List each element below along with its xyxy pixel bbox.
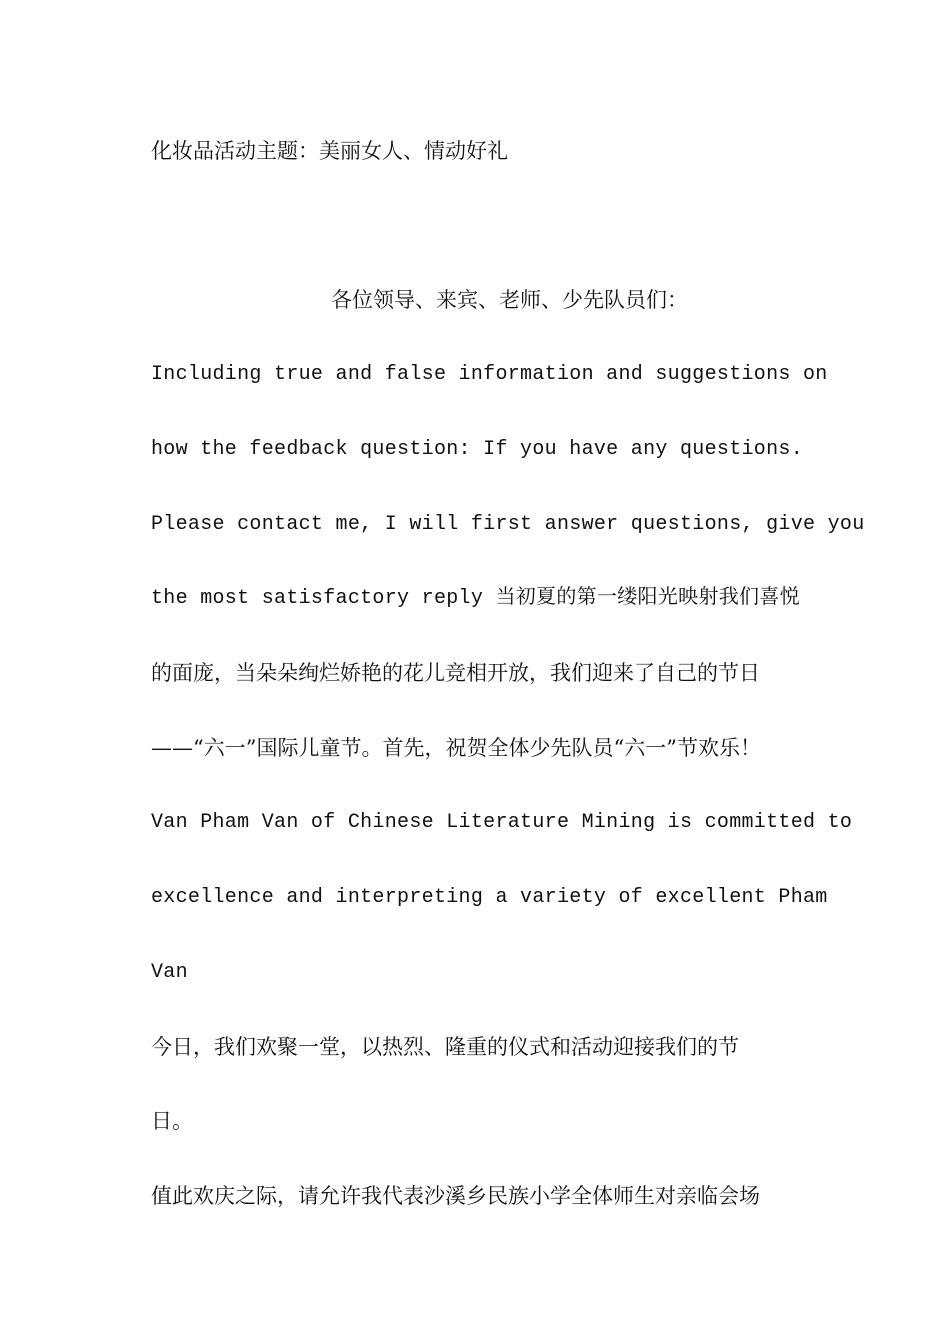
document-title-line: 化妆品活动主题：美丽女人、情动好礼: [151, 139, 508, 163]
greeting-line: 各位领导、来宾、老师、少先队员们：: [331, 288, 688, 312]
text-line: 今日，我们欢聚一堂，以热烈、隆重的仪式和活动迎接我们的节: [151, 1035, 739, 1059]
text-line: ——“六一”国际儿童节。首先，祝贺全体少先队员“六一”节欢乐！: [151, 736, 761, 760]
text-line: Van: [151, 961, 188, 984]
text-line: 值此欢庆之际，请允许我代表沙溪乡民族小学全体师生对亲临会场: [151, 1184, 760, 1208]
text-line: Including true and false information and suggestions on: [151, 363, 828, 386]
text-line: how the feedback question: If you have any questions.: [151, 438, 804, 461]
text-line: Van Pham Van of Chinese Literature Mining is committed to: [151, 811, 853, 834]
text-line: excellence and interpreting a variety of excellent Pham: [151, 886, 828, 909]
text-line: 日。: [151, 1109, 193, 1133]
text-line: Please contact me, I will first answer questions, give you: [151, 513, 865, 536]
text-line: 的面庞，当朵朵绚烂娇艳的花儿竞相开放，我们迎来了自己的节日: [151, 661, 760, 685]
text-line: the most satisfactory reply 当初夏的第一缕阳光映射我们喜悦: [151, 587, 800, 610]
